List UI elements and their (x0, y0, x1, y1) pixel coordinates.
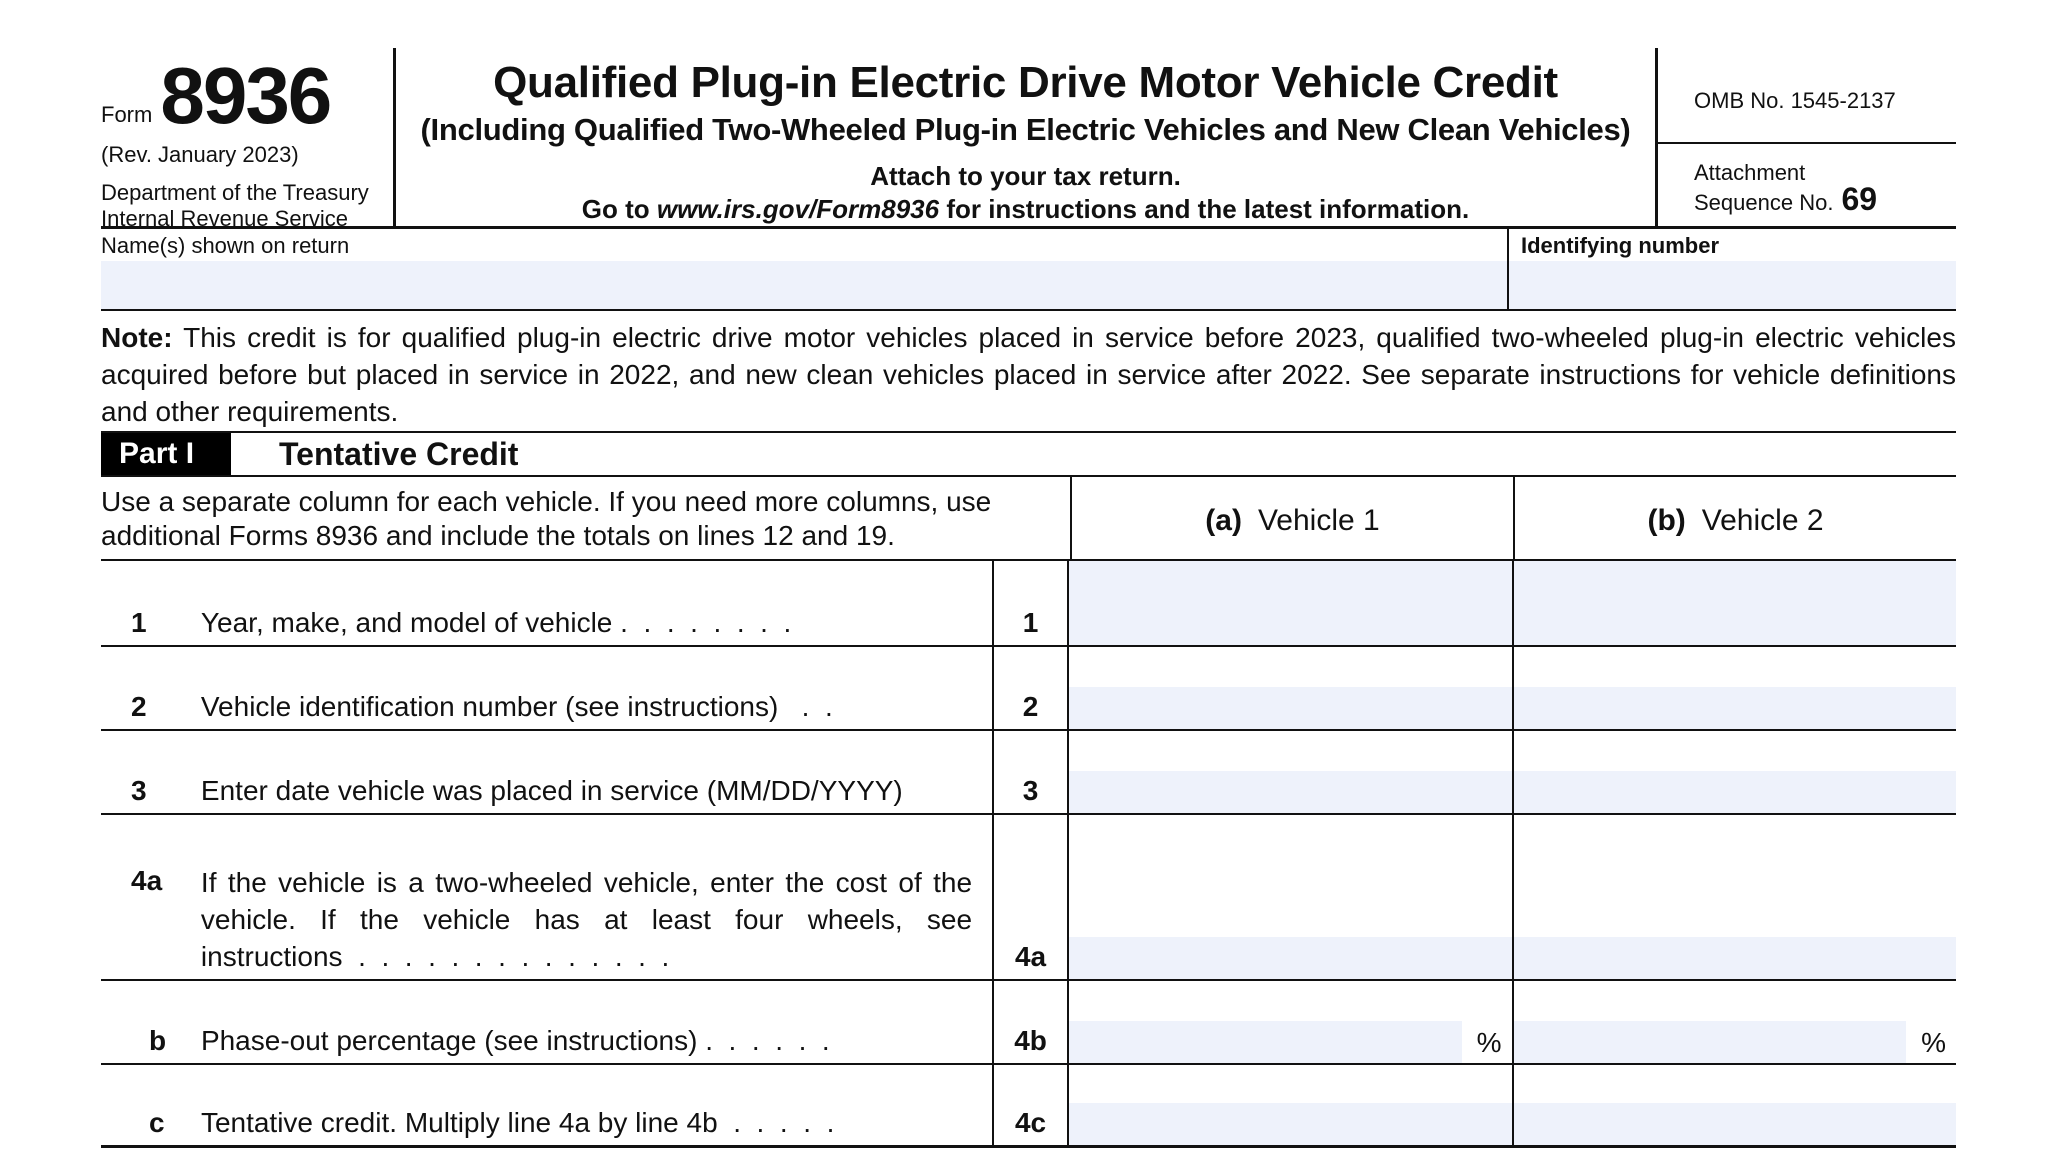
form-revision: (Rev. January 2023) (101, 142, 299, 167)
note (101, 311, 1956, 433)
form-id-block (101, 48, 396, 231)
line-4c-row (101, 1065, 1956, 1148)
line-4b-vehicle-2-field[interactable] (1512, 981, 1957, 1063)
line-text: Vehicle identification number (see instructions) . . (200, 691, 833, 722)
department-line2: Internal Revenue Service (101, 206, 349, 231)
line-number: 1 (131, 607, 147, 638)
column-b-label: Vehicle 2 (1701, 504, 1824, 537)
name-label: Name(s) shown on return (101, 233, 350, 258)
percent-sign: % (1476, 1027, 1502, 1058)
sequence-label: Sequence No. (1694, 190, 1834, 215)
line-box-label: 1 (992, 561, 1067, 645)
omb-number: OMB No. 1545-2137 (1658, 48, 1956, 144)
line-2-vehicle-1-field[interactable] (1067, 647, 1512, 729)
department (101, 180, 393, 232)
line-4b-row (101, 981, 1956, 1065)
column-instructions: Use a separate column for each vehicle. If you need more columns, use additional Forms 8936 and include the totals on lines 12 and 19. (101, 486, 992, 551)
attachment-label: Attachment (1694, 160, 1806, 185)
line-1-vehicle-2-field[interactable] (1512, 561, 1957, 645)
column-b-header (1513, 477, 1956, 559)
form-number: 8936 (160, 51, 331, 140)
part1-title: Tentative Credit (279, 435, 519, 472)
id-cell (1509, 229, 1956, 309)
line-box-label: 4a (992, 815, 1067, 979)
form-8936 (101, 48, 1956, 1148)
line-text: Tentative credit. Multiply line 4a by line 4b . . . . . (200, 1107, 835, 1138)
name-field[interactable] (101, 261, 1507, 309)
line-box-label: 2 (992, 647, 1067, 729)
attachment-sequence (1658, 144, 1956, 216)
line-4b-vehicle-1-field[interactable] (1067, 981, 1512, 1063)
part1-header (101, 433, 1956, 477)
line-4c-vehicle-1-field[interactable] (1067, 1065, 1512, 1145)
line-box-label: 4c (992, 1065, 1067, 1145)
line-1-vehicle-1-field[interactable] (1067, 561, 1512, 645)
line-3-vehicle-1-field[interactable] (1067, 731, 1512, 813)
line-number: 4a (131, 865, 163, 896)
line-number: c (149, 1107, 165, 1138)
irs-link[interactable]: www.irs.gov/Form8936 (656, 194, 940, 224)
part1-badge: Part I (101, 433, 231, 475)
attach-instruction: Attach to your tax return. (870, 161, 1181, 191)
identifying-number-field[interactable] (1509, 261, 1956, 309)
name-cell (101, 229, 1509, 309)
note-label: Note: (101, 322, 173, 353)
column-a-letter: (a) (1205, 504, 1242, 537)
line-4c-vehicle-2-field[interactable] (1512, 1065, 1957, 1145)
line-4a-vehicle-2-field[interactable] (1512, 815, 1957, 979)
line-3-row (101, 731, 1956, 815)
form-header (101, 48, 1956, 229)
note-text: This credit is for qualified plug-in electric drive motor vehicles placed in service before 2023, qualified two-wheeled plug-in electric vehicles acquired before but placed in service in 2022, and new clean vehicles placed in service after 2022. See separate instructions for vehicle definitions and other requirements. (101, 322, 1956, 427)
line-box-label: 3 (992, 731, 1067, 813)
goto-prefix: Go to (581, 194, 650, 224)
line-3-vehicle-2-field[interactable] (1512, 731, 1957, 813)
form-title-block (396, 48, 1658, 226)
line-2-vehicle-2-field[interactable] (1512, 647, 1957, 729)
line-number: 3 (131, 775, 147, 806)
line-number: 2 (131, 691, 147, 722)
form-word: Form (101, 102, 153, 127)
line-text: If the vehicle is a two-wheeled vehicle, enter the cost of the vehicle. If the vehicle has at least four wheels, see instructions . . . . . . . . . . . . . . (200, 867, 973, 972)
line-4a-vehicle-1-field[interactable] (1067, 815, 1512, 979)
line-4a-row (101, 815, 1956, 981)
column-a-header (1070, 477, 1513, 559)
line-text: Enter date vehicle was placed in service (MM/DD/YYYY) (200, 775, 903, 806)
line-2-row (101, 647, 1956, 731)
column-a-label: Vehicle 1 (1257, 504, 1380, 537)
goto-instruction (396, 192, 1655, 226)
line-1-row (101, 561, 1956, 647)
name-row (101, 229, 1956, 311)
column-header-row (101, 477, 1956, 561)
goto-suffix: for instructions and the latest information. (946, 194, 1470, 224)
department-line1: Department of the Treasury (101, 180, 369, 205)
percent-sign: % (1921, 1027, 1946, 1058)
form-title: Qualified Plug-in Electric Drive Motor Vehicle Credit (493, 58, 1558, 107)
sequence-number: 69 (1841, 181, 1878, 217)
column-b-letter: (b) (1647, 504, 1686, 537)
id-label: Identifying number (1521, 233, 1719, 258)
line-text: Year, make, and model of vehicle . . . . . . . . (200, 607, 792, 638)
omb-block (1658, 48, 1956, 226)
form-subtitle: (Including Qualified Two-Wheeled Plug-in Electric Vehicles and New Clean Vehicles) (420, 112, 1631, 147)
line-number: b (149, 1025, 167, 1056)
line-box-label: 4b (992, 981, 1067, 1063)
line-text: Phase-out percentage (see instructions) . . . . . . (200, 1025, 830, 1056)
